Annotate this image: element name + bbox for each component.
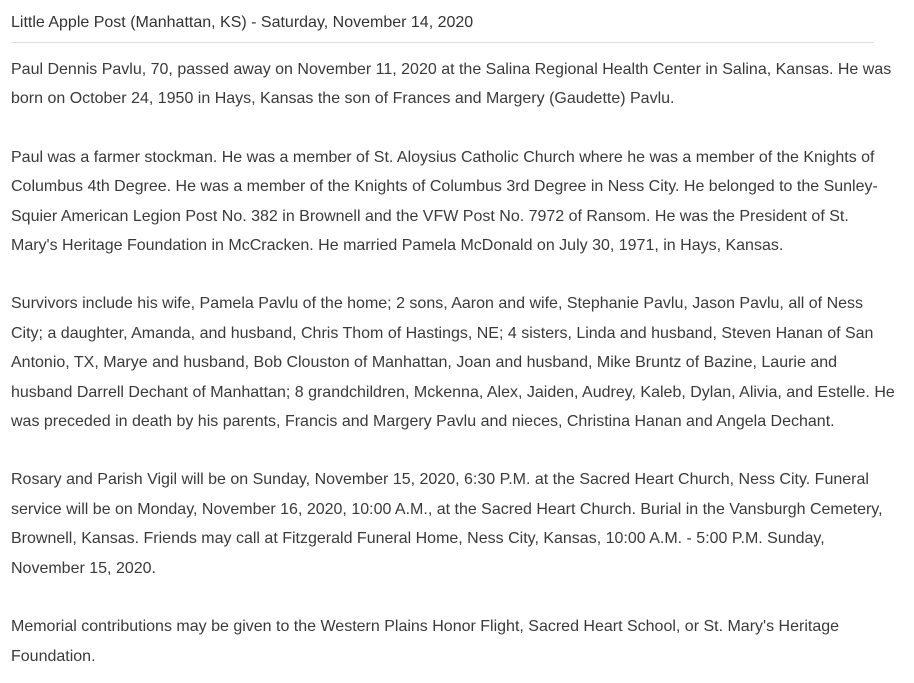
paragraph-survivors: Survivors include his wife, Pamela Pavlu of the home; 2 sons, Aaron and wife, Stephanie Pavlu, Jason Pavlu, all of Ness City; a daughter, Amanda, and husband, Chris Thom of Hastings, NE; 4 sisters, Linda and husband, Steven Hanan of San Antonio, TX, Marye and husband, Bob Clouston of Manhattan, Joan and husband, Mike Bruntz of Bazine, Laurie and husband Darrell Dechant of Manhattan; 8 grandchildren, Mckenna, Alex, Jaiden, Audrey, Kaleb, Dylan, Alivia, and Estelle. He was preceded in death by his parents, Francis and Margery Pavlu and nieces, Christina Hanan and Angela Dechant.: [11, 295, 895, 431]
paragraph-death-notice: Paul Dennis Pavlu, 70, passed away on November 11, 2020 at the Salina Regional Health Center in Salina, Kansas. He was born on October 24, 1950 in Hays, Kansas the son of Frances and Margery (Gaudette) Pavlu.: [11, 61, 892, 108]
paragraph-life-and-memberships: Paul was a farmer stockman. He was a member of St. Aloysius Catholic Church where he was a member of the Knights of Columbus 4th Degree. He was a member of the Knights of Columbus 3rd Degree in Ness City. He belonged to the Sunley-Squier American Legion Post No. 382 in Brownell and the VFW Post No. 7972 of Ransom. He was the President of St. Mary's Heritage Foundation in McCracken. He married Pamela McDonald on July 30, 1971, in Hays, Kansas.: [11, 148, 878, 255]
article-body: [11, 55, 898, 671]
source-byline: Little Apple Post (Manhattan, KS) - Saturday, November 14, 2020: [11, 14, 474, 31]
paragraph-memorials: Memorial contributions may be given to the Western Plains Honor Flight, Sacred Heart School, or St. Mary's Heritage Foundation.: [11, 618, 840, 665]
header-divider: [11, 42, 874, 43]
paragraph-services: Rosary and Parish Vigil will be on Sunday, November 15, 2020, 6:30 P.M. at the Sacred Heart Church, Ness City. Funeral service will be on Monday, November 16, 2020, 10:00 A.M., at the Sacred Heart Church. Burial in the Vansburgh Cemetery, Brownell, Kansas. Friends may call at Fitzgerald Funeral Home, Ness City, Kansas, 10:00 A.M. - 5:00 P.M. Sunday, November 15, 2020.: [11, 471, 883, 577]
